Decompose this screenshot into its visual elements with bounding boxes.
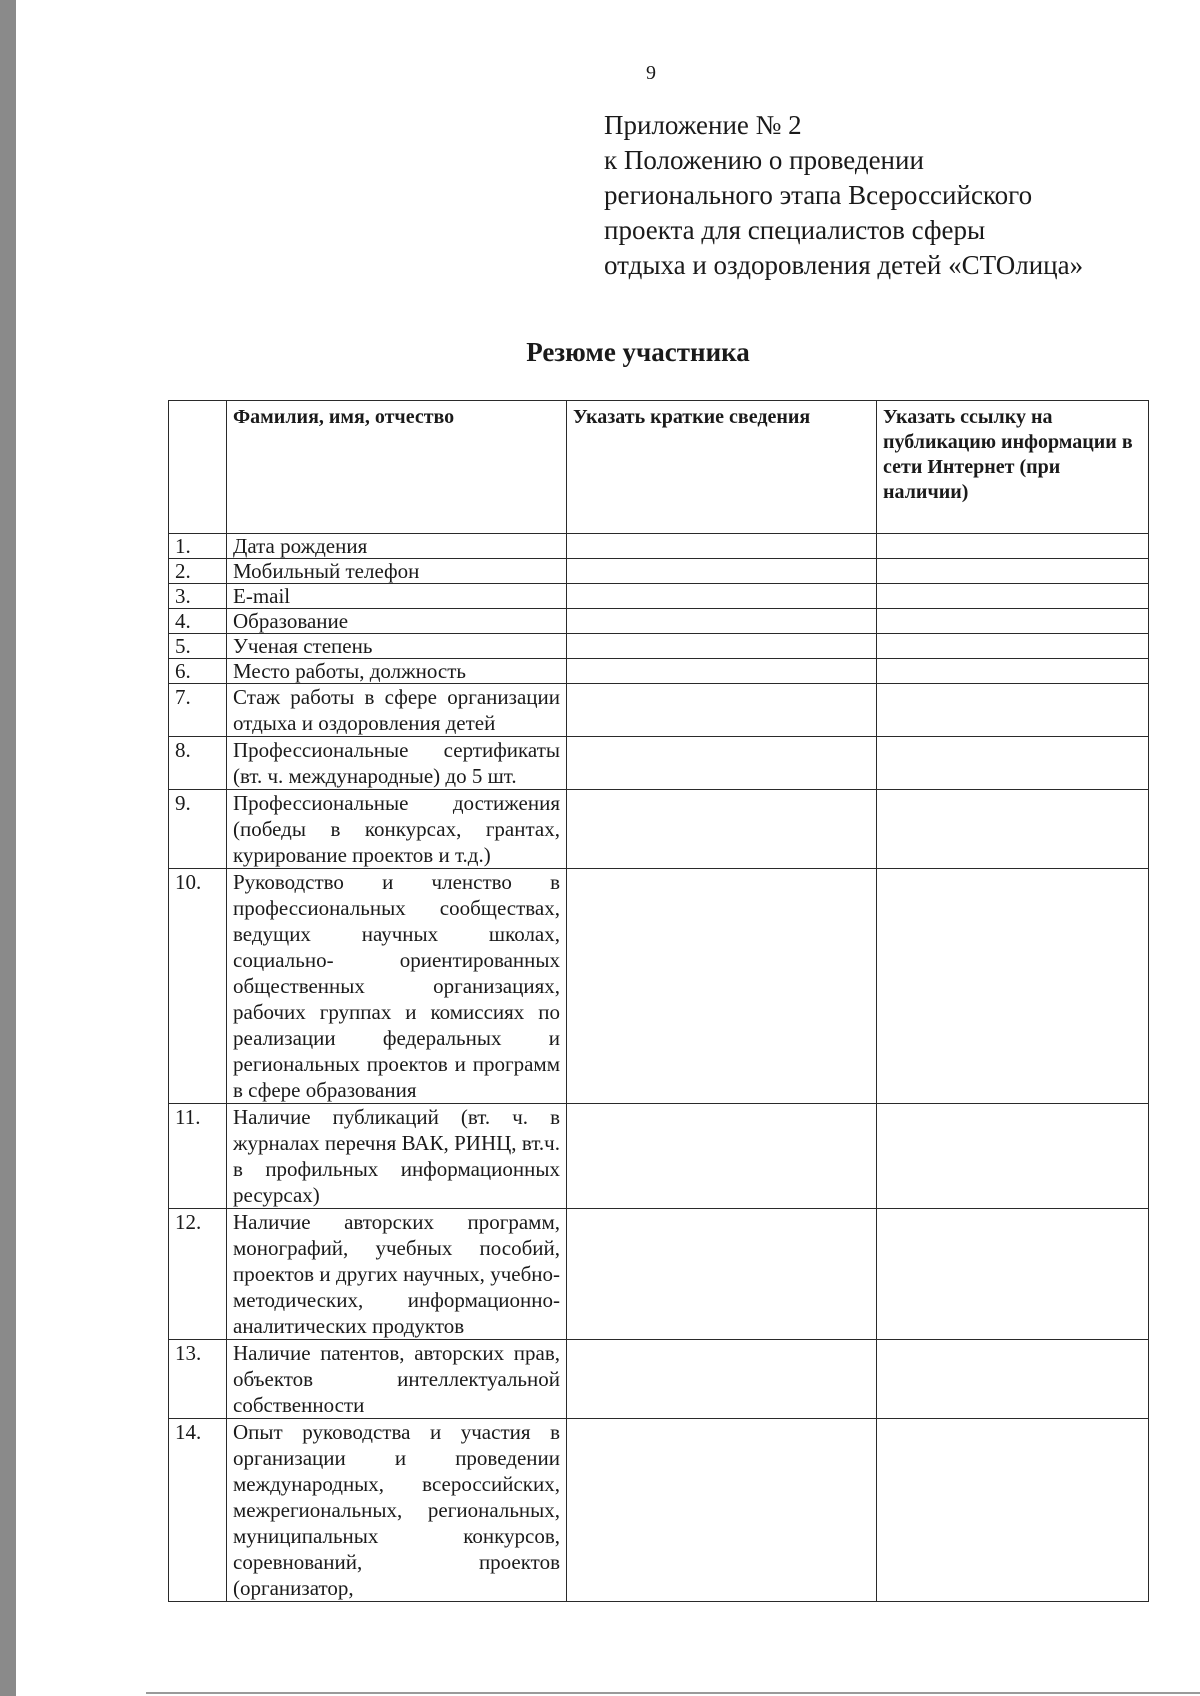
info-cell[interactable] xyxy=(567,559,877,584)
info-cell[interactable] xyxy=(567,1209,877,1340)
appendix-line: проекта для специалистов сферы xyxy=(604,215,986,245)
row-number: 14. xyxy=(169,1419,227,1602)
info-cell[interactable] xyxy=(567,659,877,684)
row-number: 13. xyxy=(169,1340,227,1419)
row-label: Наличие патентов, авторских прав, объектов интеллектуальной собственности xyxy=(227,1340,567,1419)
row-label: Дата рождения xyxy=(227,534,567,559)
row-number: 7. xyxy=(169,684,227,737)
header-number xyxy=(169,401,227,534)
info-cell[interactable] xyxy=(567,737,877,790)
link-cell[interactable] xyxy=(877,634,1149,659)
info-cell[interactable] xyxy=(567,869,877,1104)
row-label: Наличие публикаций (вт. ч. в журналах перечня ВАК, РИНЦ, вт.ч. в профильных информационных ресурсах) xyxy=(227,1104,567,1209)
row-label: Ученая степень xyxy=(227,634,567,659)
table-row xyxy=(169,659,1149,684)
table-header-row xyxy=(169,401,1149,534)
appendix-line: Приложение № 2 xyxy=(604,110,802,140)
table-row xyxy=(169,737,1149,790)
row-label: Наличие авторских программ, монографий, учебных пособий, проектов и других научных, учебно-методических, информационно-аналитических продуктов xyxy=(227,1209,567,1340)
row-number: 3. xyxy=(169,584,227,609)
appendix-line: к Положению о проведении xyxy=(604,145,924,175)
link-cell[interactable] xyxy=(877,1419,1149,1602)
row-label: Место работы, должность xyxy=(227,659,567,684)
row-label: Профессиональные достижения (победы в конкурсах, грантах, курирование проектов и т.д.) xyxy=(227,790,567,869)
table-row xyxy=(169,1104,1149,1209)
link-cell[interactable] xyxy=(877,790,1149,869)
info-cell[interactable] xyxy=(567,584,877,609)
row-label: E-mail xyxy=(227,584,567,609)
appendix-line: регионального этапа Всероссийского xyxy=(604,180,1033,210)
appendix-note xyxy=(604,108,1164,283)
link-cell[interactable] xyxy=(877,534,1149,559)
link-cell[interactable] xyxy=(877,684,1149,737)
table-row xyxy=(169,609,1149,634)
table-row xyxy=(169,684,1149,737)
row-number: 10. xyxy=(169,869,227,1104)
info-cell[interactable] xyxy=(567,609,877,634)
row-number: 11. xyxy=(169,1104,227,1209)
link-cell[interactable] xyxy=(877,1340,1149,1419)
row-number: 4. xyxy=(169,609,227,634)
info-cell[interactable] xyxy=(567,534,877,559)
table-row xyxy=(169,790,1149,869)
link-cell[interactable] xyxy=(877,869,1149,1104)
row-number: 12. xyxy=(169,1209,227,1340)
link-cell[interactable] xyxy=(877,1209,1149,1340)
info-cell[interactable] xyxy=(567,790,877,869)
link-cell[interactable] xyxy=(877,737,1149,790)
table-row xyxy=(169,559,1149,584)
row-label: Мобильный телефон xyxy=(227,559,567,584)
table-row xyxy=(169,1340,1149,1419)
row-number: 6. xyxy=(169,659,227,684)
table-row xyxy=(169,534,1149,559)
row-number: 1. xyxy=(169,534,227,559)
row-label: Стаж работы в сфере организации отдыха и оздоровления детей xyxy=(227,684,567,737)
appendix-line: отдыха и оздоровления детей «СТОлица» xyxy=(604,250,1084,280)
info-cell[interactable] xyxy=(567,1419,877,1602)
link-cell[interactable] xyxy=(877,1104,1149,1209)
link-cell[interactable] xyxy=(877,659,1149,684)
resume-table xyxy=(168,400,1149,1602)
link-cell[interactable] xyxy=(877,609,1149,634)
document-page xyxy=(16,0,1200,1696)
table-row xyxy=(169,634,1149,659)
page-number: 9 xyxy=(646,62,656,84)
row-number: 2. xyxy=(169,559,227,584)
header-internet-link: Указать ссылку на публикацию информации в сети Интернет (при наличии) xyxy=(877,401,1149,534)
link-cell[interactable] xyxy=(877,559,1149,584)
table-row xyxy=(169,584,1149,609)
row-label: Образование xyxy=(227,609,567,634)
info-cell[interactable] xyxy=(567,1104,877,1209)
header-brief-info: Указать краткие сведения xyxy=(567,401,877,534)
info-cell[interactable] xyxy=(567,634,877,659)
table-row xyxy=(169,1209,1149,1340)
row-label: Руководство и членство в профессиональных сообществах, ведущих научных школах, социально- ориентированных общественных организациях, рабочих группах и комиссиях по реализации федеральных и региональных проектов и программ в сфере образования xyxy=(227,869,567,1104)
row-number: 9. xyxy=(169,790,227,869)
table-row xyxy=(169,1419,1149,1602)
link-cell[interactable] xyxy=(877,584,1149,609)
document-title: Резюме участника xyxy=(526,337,750,367)
row-number: 5. xyxy=(169,634,227,659)
info-cell[interactable] xyxy=(567,1340,877,1419)
table-row xyxy=(169,869,1149,1104)
header-full-name: Фамилия, имя, отчество xyxy=(227,401,567,534)
scan-edge-line xyxy=(146,1692,1200,1694)
info-cell[interactable] xyxy=(567,684,877,737)
row-label: Профессиональные сертификаты (вт. ч. международные) до 5 шт. xyxy=(227,737,567,790)
row-number: 8. xyxy=(169,737,227,790)
row-label: Опыт руководства и участия в организации и проведении международных, всероссийских, межрегиональных, региональных, муниципальных конкурсов, соревнований, проектов (организатор, xyxy=(227,1419,567,1602)
